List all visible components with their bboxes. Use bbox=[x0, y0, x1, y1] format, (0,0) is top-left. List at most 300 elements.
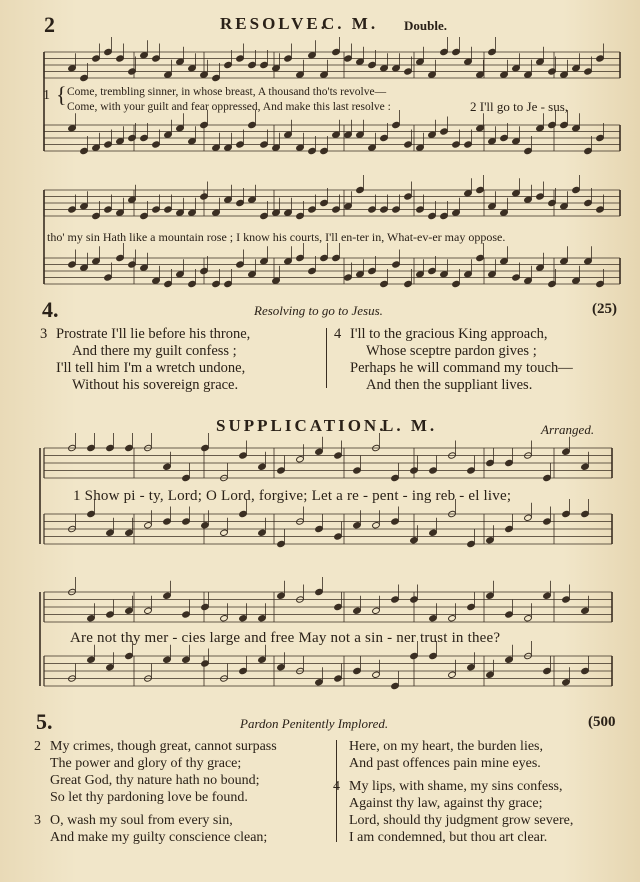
note-head bbox=[372, 607, 381, 614]
note-head bbox=[584, 68, 593, 75]
note-head bbox=[236, 261, 245, 268]
note-head bbox=[486, 592, 495, 599]
note-head bbox=[488, 48, 497, 55]
note-head bbox=[512, 190, 521, 197]
note-head bbox=[560, 121, 569, 128]
note-head bbox=[258, 656, 267, 663]
hymn-number-5: 5. bbox=[36, 709, 53, 734]
note-head bbox=[464, 190, 473, 197]
note-head bbox=[560, 203, 569, 210]
note-head bbox=[543, 592, 552, 599]
note-head bbox=[486, 459, 495, 466]
note-head bbox=[572, 125, 581, 132]
note-head bbox=[320, 199, 329, 206]
note-head bbox=[212, 74, 221, 81]
note-head bbox=[315, 525, 324, 532]
note-head bbox=[596, 134, 605, 141]
note-head bbox=[486, 671, 495, 678]
note-head bbox=[239, 667, 248, 674]
note-head bbox=[467, 664, 476, 671]
note-head bbox=[296, 254, 305, 261]
note-head bbox=[125, 444, 134, 451]
note-head bbox=[332, 254, 341, 261]
page-number: 2 bbox=[44, 12, 55, 37]
note-head bbox=[308, 206, 317, 213]
note-head bbox=[140, 134, 149, 141]
note-head bbox=[315, 448, 324, 455]
note-head bbox=[128, 134, 137, 141]
resolve-lyric-line-2-end: 2 I'll go to Je - sus, bbox=[470, 99, 569, 114]
note-head bbox=[476, 186, 485, 193]
note-head bbox=[416, 58, 425, 65]
note-head bbox=[258, 463, 267, 470]
note-head bbox=[236, 199, 245, 206]
note-head bbox=[334, 452, 343, 459]
note-head bbox=[524, 615, 533, 622]
note-head bbox=[476, 71, 485, 78]
note-head bbox=[368, 267, 377, 274]
note-head bbox=[524, 196, 533, 203]
note-head bbox=[68, 125, 77, 132]
note-head bbox=[524, 71, 533, 78]
note-head bbox=[152, 206, 161, 213]
note-head bbox=[524, 514, 533, 521]
verse-line: I am condemned, but thou art clear. bbox=[349, 830, 548, 845]
note-head bbox=[452, 280, 461, 287]
note-head bbox=[201, 603, 210, 610]
note-head bbox=[524, 277, 533, 284]
note-head bbox=[488, 271, 497, 278]
verse-line: Against thy law, against thy grace; bbox=[349, 796, 543, 811]
note-head bbox=[116, 138, 125, 145]
note-head bbox=[505, 656, 514, 663]
note-head bbox=[428, 212, 437, 219]
note-head bbox=[308, 147, 317, 154]
tune-title-supplication: SUPPLICATION. bbox=[216, 416, 387, 435]
note-head bbox=[368, 206, 377, 213]
note-head bbox=[68, 65, 77, 72]
note-head bbox=[428, 267, 437, 274]
note-head bbox=[380, 206, 389, 213]
note-head bbox=[163, 656, 172, 663]
note-head bbox=[353, 667, 362, 674]
note-head bbox=[224, 144, 233, 151]
note-head bbox=[224, 61, 233, 68]
note-head bbox=[344, 203, 353, 210]
note-head bbox=[163, 592, 172, 599]
note-head bbox=[448, 615, 457, 622]
note-head bbox=[572, 186, 581, 193]
note-head bbox=[476, 125, 485, 132]
note-head bbox=[543, 667, 552, 674]
note-head bbox=[80, 147, 89, 154]
note-head bbox=[584, 258, 593, 265]
note-head bbox=[429, 529, 438, 536]
note-head bbox=[308, 52, 317, 59]
note-head bbox=[488, 203, 497, 210]
note-head bbox=[391, 474, 400, 481]
note-head bbox=[128, 261, 137, 268]
note-head bbox=[368, 144, 377, 151]
note-head bbox=[212, 280, 221, 287]
note-head bbox=[87, 444, 96, 451]
hymn-5-caption: Pardon Penitently Implored. bbox=[240, 716, 389, 731]
note-head bbox=[404, 193, 413, 200]
note-head bbox=[104, 48, 113, 55]
note-head bbox=[380, 280, 389, 287]
note-head bbox=[536, 193, 545, 200]
note-head bbox=[92, 144, 101, 151]
note-head bbox=[239, 510, 248, 517]
note-head bbox=[315, 588, 324, 595]
note-head bbox=[188, 280, 197, 287]
note-head bbox=[87, 656, 96, 663]
verse-line: And past offences pain mine eyes. bbox=[349, 756, 541, 771]
note-head bbox=[416, 206, 425, 213]
note-head bbox=[380, 65, 389, 72]
note-head bbox=[404, 280, 413, 287]
note-head bbox=[104, 141, 113, 148]
note-head bbox=[224, 196, 233, 203]
note-head bbox=[125, 529, 134, 536]
hymn-4-caption: Resolving to go to Jesus. bbox=[254, 303, 383, 318]
note-head bbox=[380, 134, 389, 141]
note-head bbox=[548, 68, 557, 75]
verse-line: 2 My crimes, though great, cannot surpass bbox=[34, 739, 277, 754]
hymn-4-reference: (25) bbox=[592, 301, 617, 317]
note-head bbox=[486, 537, 495, 544]
note-head bbox=[440, 271, 449, 278]
note-head bbox=[277, 540, 286, 547]
verse-line: Lord, should thy judgment grow severe, bbox=[349, 813, 574, 828]
note-head bbox=[452, 209, 461, 216]
tune-title-resolve: RESOLVE. bbox=[220, 14, 328, 33]
note-head bbox=[116, 209, 125, 216]
note-head bbox=[596, 280, 605, 287]
note-head bbox=[188, 209, 197, 216]
note-head bbox=[128, 68, 137, 75]
note-head bbox=[344, 274, 353, 281]
note-head bbox=[416, 271, 425, 278]
column-divider bbox=[326, 328, 327, 388]
note-head bbox=[140, 212, 149, 219]
verse-line: 3 O, wash my soul from every sin, bbox=[34, 813, 233, 828]
note-head bbox=[356, 58, 365, 65]
note-head bbox=[272, 65, 281, 72]
note-head bbox=[260, 258, 269, 265]
note-head bbox=[125, 652, 134, 659]
note-head bbox=[125, 607, 134, 614]
note-head bbox=[284, 258, 293, 265]
verse-line: And make my guilty conscience clean; bbox=[50, 830, 268, 845]
note-head bbox=[128, 196, 137, 203]
note-head bbox=[248, 121, 257, 128]
note-head bbox=[164, 206, 173, 213]
verse-line: The power and glory of thy grace; bbox=[50, 756, 242, 771]
note-head bbox=[334, 603, 343, 610]
note-head bbox=[106, 444, 115, 451]
note-head bbox=[584, 147, 593, 154]
note-head bbox=[543, 518, 552, 525]
note-head bbox=[176, 125, 185, 132]
note-head bbox=[104, 206, 113, 213]
note-head bbox=[334, 675, 343, 682]
note-head bbox=[440, 128, 449, 135]
note-head bbox=[404, 68, 413, 75]
note-head bbox=[258, 529, 267, 536]
note-head bbox=[416, 144, 425, 151]
note-head bbox=[572, 65, 581, 72]
note-head bbox=[344, 131, 353, 138]
verse-line: 4 My lips, with shame, my sins confess, bbox=[333, 779, 563, 794]
note-head bbox=[372, 522, 381, 529]
note-head bbox=[296, 212, 305, 219]
note-head bbox=[277, 467, 286, 474]
note-head bbox=[87, 615, 96, 622]
note-head bbox=[140, 52, 149, 59]
note-head bbox=[201, 444, 210, 451]
verse-line: 4 I'll to the gracious King approach, bbox=[334, 326, 548, 342]
note-head bbox=[68, 261, 77, 268]
note-head bbox=[164, 131, 173, 138]
hymn-number-4: 4. bbox=[42, 297, 59, 322]
note-head bbox=[163, 518, 172, 525]
verse-line: Without his sovereign grace. bbox=[72, 377, 239, 393]
note-head bbox=[560, 258, 569, 265]
note-head bbox=[500, 209, 509, 216]
note-head bbox=[284, 55, 293, 62]
note-head bbox=[248, 196, 257, 203]
note-head bbox=[258, 615, 267, 622]
note-head bbox=[500, 71, 509, 78]
note-head bbox=[536, 125, 545, 132]
note-head bbox=[92, 212, 101, 219]
note-head bbox=[212, 144, 221, 151]
note-head bbox=[80, 203, 89, 210]
note-head bbox=[308, 267, 317, 274]
note-head bbox=[581, 463, 590, 470]
verse-line: So let thy pardoning love be found. bbox=[50, 790, 248, 805]
tune-meter-resolve: C. M. bbox=[322, 14, 379, 33]
note-head bbox=[452, 141, 461, 148]
note-head bbox=[512, 65, 521, 72]
note-head bbox=[239, 452, 248, 459]
note-head bbox=[505, 525, 514, 532]
note-head bbox=[182, 656, 191, 663]
note-head bbox=[543, 474, 552, 481]
verse-line: And there my guilt confess ; bbox=[72, 343, 237, 359]
verse-line: Here, on my heart, the burden lies, bbox=[349, 739, 543, 754]
note-head bbox=[239, 615, 248, 622]
note-head bbox=[467, 603, 476, 610]
note-head bbox=[464, 58, 473, 65]
note-head bbox=[260, 212, 269, 219]
note-head bbox=[106, 611, 115, 618]
note-head bbox=[391, 518, 400, 525]
note-head bbox=[429, 615, 438, 622]
note-head bbox=[572, 277, 581, 284]
note-head bbox=[152, 55, 161, 62]
note-head bbox=[467, 540, 476, 547]
note-head bbox=[404, 141, 413, 148]
note-head bbox=[505, 611, 514, 618]
hymn-4-column-1 bbox=[40, 326, 250, 394]
arranged-note: Arranged. bbox=[541, 422, 595, 437]
resolve-verse-number: 1 bbox=[43, 88, 50, 103]
note-head bbox=[80, 264, 89, 271]
note-head bbox=[272, 209, 281, 216]
note-head bbox=[524, 147, 533, 154]
note-head bbox=[512, 138, 521, 145]
note-head bbox=[428, 71, 437, 78]
note-head bbox=[116, 254, 125, 261]
verse-line: Whose sceptre pardon gives ; bbox=[366, 343, 537, 359]
hymn-5-reference: (500 bbox=[588, 714, 616, 730]
note-head bbox=[260, 141, 269, 148]
note-head bbox=[92, 55, 101, 62]
note-head bbox=[440, 48, 449, 55]
tune-meter-supplication: L. M. bbox=[382, 416, 438, 435]
note-head bbox=[277, 664, 286, 671]
note-head bbox=[106, 529, 115, 536]
note-head bbox=[392, 121, 401, 128]
note-head bbox=[182, 518, 191, 525]
note-head bbox=[391, 682, 400, 689]
note-head bbox=[236, 55, 245, 62]
note-head bbox=[140, 264, 149, 271]
note-head bbox=[220, 615, 229, 622]
resolve-lyric-line-2: Come, with your guilt and fear oppressed, And make this last resolve : bbox=[67, 101, 391, 113]
note-head bbox=[344, 55, 353, 62]
note-head bbox=[220, 529, 229, 536]
note-head bbox=[356, 271, 365, 278]
note-head bbox=[236, 141, 245, 148]
note-head bbox=[464, 141, 473, 148]
note-head bbox=[512, 274, 521, 281]
note-head bbox=[272, 277, 281, 284]
note-head bbox=[548, 199, 557, 206]
note-head bbox=[584, 199, 593, 206]
note-head bbox=[248, 61, 257, 68]
note-head bbox=[68, 206, 77, 213]
note-head bbox=[182, 611, 191, 618]
note-head bbox=[332, 48, 341, 55]
note-head bbox=[464, 271, 473, 278]
note-head bbox=[581, 607, 590, 614]
note-head bbox=[152, 277, 161, 284]
note-head bbox=[188, 65, 197, 72]
note-head bbox=[201, 660, 210, 667]
note-head bbox=[332, 131, 341, 138]
note-head bbox=[164, 71, 173, 78]
note-head bbox=[356, 186, 365, 193]
hymn-4-column-2 bbox=[334, 326, 573, 394]
note-head bbox=[392, 65, 401, 72]
note-head bbox=[144, 607, 153, 614]
note-head bbox=[500, 134, 509, 141]
note-head bbox=[320, 254, 329, 261]
note-head bbox=[144, 522, 153, 529]
note-head bbox=[163, 463, 172, 470]
note-head bbox=[562, 596, 571, 603]
note-head bbox=[392, 261, 401, 268]
note-head bbox=[92, 258, 101, 265]
hymn-5-column-2 bbox=[333, 738, 573, 846]
brace-icon: { bbox=[56, 82, 67, 107]
note-head bbox=[562, 679, 571, 686]
note-head bbox=[201, 522, 210, 529]
verse-line: 3 Prostrate I'll lie before his throne, bbox=[40, 326, 251, 342]
verse-line: Perhaps he will command my touch— bbox=[350, 360, 573, 376]
note-head bbox=[356, 131, 365, 138]
note-head bbox=[284, 131, 293, 138]
note-head bbox=[277, 592, 286, 599]
note-head bbox=[548, 121, 557, 128]
note-head bbox=[391, 596, 400, 603]
verse-line: And then the suppliant lives. bbox=[366, 377, 533, 393]
note-head bbox=[581, 510, 590, 517]
resolve-lyric-line-3: tho' my sin Hath like a mountain rose ; I know his courts, I'll en-ter in, What-ev-er may oppose. bbox=[47, 230, 506, 244]
note-head bbox=[448, 671, 457, 678]
note-head bbox=[296, 144, 305, 151]
tune-note-resolve: Double. bbox=[404, 18, 447, 33]
note-head bbox=[428, 131, 437, 138]
resolve-lyric-line-1: Come, trembling sinner, in whose breast, A thousand tho'ts revolve— bbox=[67, 86, 387, 98]
note-head bbox=[452, 48, 461, 55]
note-head bbox=[296, 456, 305, 463]
note-head bbox=[320, 71, 329, 78]
supplication-lyric-line-2: Are not thy mer - cies large and free May not a sin - ner trust in thee? bbox=[70, 630, 501, 646]
note-head bbox=[353, 467, 362, 474]
note-head bbox=[106, 664, 115, 671]
note-head bbox=[116, 55, 125, 62]
note-head bbox=[296, 71, 305, 78]
note-head bbox=[476, 254, 485, 261]
note-head bbox=[334, 533, 343, 540]
note-head bbox=[152, 141, 161, 148]
note-head bbox=[429, 652, 438, 659]
note-head bbox=[505, 459, 514, 466]
note-head bbox=[467, 467, 476, 474]
note-head bbox=[320, 147, 329, 154]
note-head bbox=[164, 280, 173, 287]
note-head bbox=[182, 474, 191, 481]
note-head bbox=[500, 258, 509, 265]
note-head bbox=[548, 280, 557, 287]
supplication-lyric-line-1: 1 Show pi - ty, Lord; O Lord, forgive; Let a re - pent - ing reb - el live; bbox=[73, 488, 512, 504]
note-head bbox=[260, 61, 269, 68]
note-head bbox=[284, 209, 293, 216]
note-head bbox=[596, 55, 605, 62]
note-head bbox=[176, 58, 185, 65]
verse-line: Great God, thy nature hath no bound; bbox=[50, 773, 260, 788]
note-head bbox=[104, 274, 113, 281]
note-head bbox=[536, 58, 545, 65]
note-head bbox=[562, 448, 571, 455]
note-head bbox=[80, 74, 89, 81]
note-head bbox=[248, 271, 257, 278]
note-head bbox=[392, 206, 401, 213]
note-head bbox=[368, 61, 377, 68]
note-head bbox=[212, 209, 221, 216]
note-head bbox=[87, 510, 96, 517]
hymn-5-column-1 bbox=[34, 738, 277, 846]
note-head bbox=[562, 510, 571, 517]
note-head bbox=[581, 667, 590, 674]
note-head bbox=[176, 271, 185, 278]
note-head bbox=[560, 71, 569, 78]
note-head bbox=[429, 467, 438, 474]
